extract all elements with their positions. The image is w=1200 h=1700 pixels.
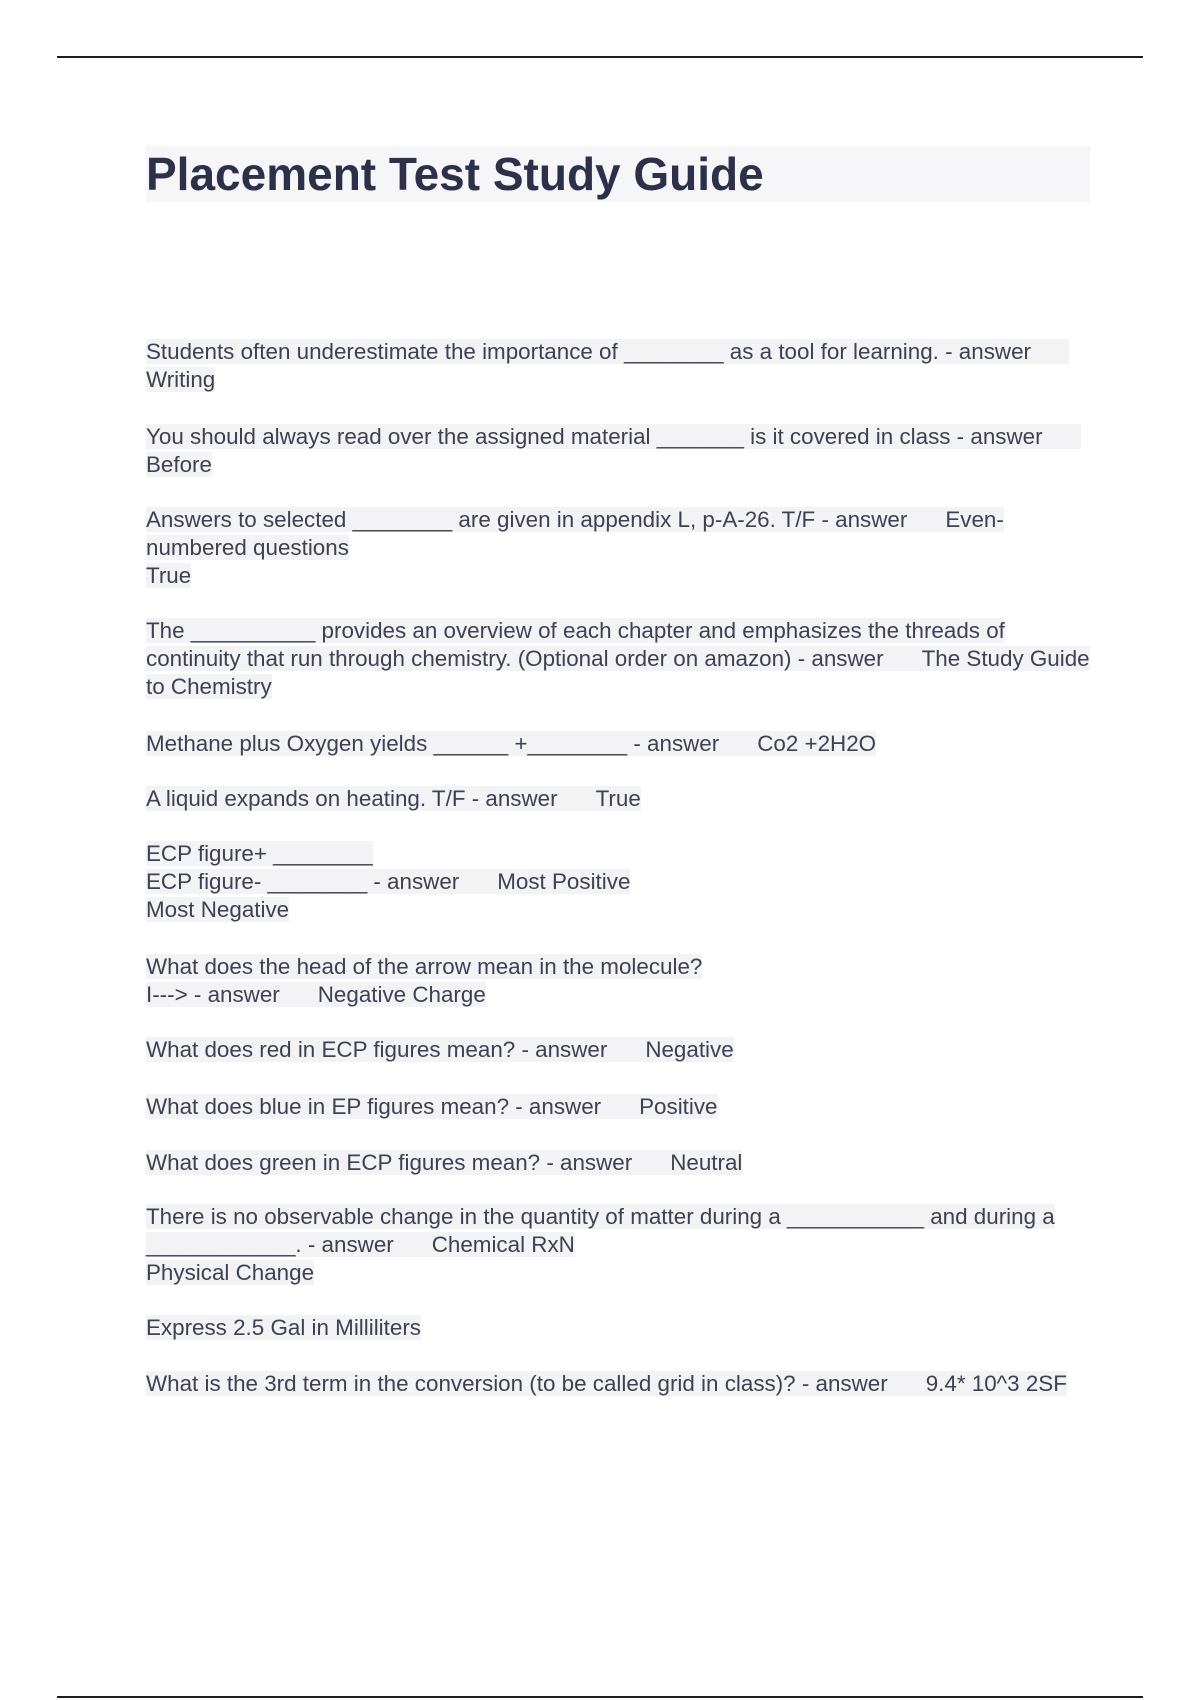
- flashcard-item: [146, 730, 1090, 758]
- flashcard-question: Methane plus Oxygen yields ______ +________ - answer: [146, 731, 720, 756]
- flashcard-answer: Neutral: [670, 1150, 743, 1175]
- flashcard-question: What does blue in EP figures mean? - answer: [146, 1094, 602, 1119]
- flashcard-item: [146, 1149, 1090, 1177]
- flashcard-answer: 9.4* 10^3 2SF: [925, 1371, 1067, 1396]
- page-title: Placement Test Study Guide: [146, 146, 1090, 202]
- flashcard-item: [146, 1203, 1090, 1287]
- flashcard-answer: Chemical RxN Physical Change: [146, 1232, 575, 1285]
- flashcard-item: [146, 953, 1090, 1009]
- flashcard-item: [146, 840, 1090, 924]
- flashcard-item: [146, 1314, 1090, 1398]
- flashcard-question: What does green in ECP figures mean? - answer: [146, 1150, 633, 1175]
- footer-rule: [57, 1696, 1143, 1698]
- flashcard-question: What does the head of the arrow mean in the molecule? I---> - answer: [146, 954, 703, 1007]
- flashcard-answer: Co2 +2H2O: [757, 731, 877, 756]
- flashcard-answer: Before: [146, 452, 212, 477]
- flashcard-answer: Negative: [645, 1037, 734, 1062]
- flashcard-item: [146, 617, 1090, 701]
- flashcard-question: ECP figure+ ________ ECP figure- ________ - answer: [146, 841, 460, 894]
- flashcard-answer: True: [595, 786, 641, 811]
- flashcard-answer: Negative Charge: [317, 982, 486, 1007]
- flashcard-item: [146, 506, 1090, 590]
- flashcard-question: The __________ provides an overview of each chapter and emphasizes the threads of continuity that run through chemistry. (Optional order on amazon) - answer: [146, 618, 1005, 671]
- flashcard-item: [146, 785, 1090, 813]
- flashcard-item: [146, 423, 1090, 479]
- flashcard-answer: Even-numbered questions True: [146, 507, 1004, 588]
- flashcard-question: What does red in ECP figures mean? - answer: [146, 1037, 608, 1062]
- flashcard-question: A liquid expands on heating. T/F - answer: [146, 786, 558, 811]
- flashcard-answer: Most Positive Most Negative: [146, 869, 631, 922]
- flashcard-question: You should always read over the assigned material _______ is it covered in class - answer: [146, 424, 1043, 449]
- flashcard-item: [146, 1036, 1090, 1064]
- flashcard-question: Students often underestimate the importance of ________ as a tool for learning. - answer: [146, 339, 1031, 364]
- flashcard-answer: The Study Guide to Chemistry: [146, 646, 1090, 699]
- flashcard-item: [146, 1093, 1090, 1121]
- flashcard-answer: Writing: [146, 367, 216, 392]
- flashcard-item: [146, 338, 1090, 394]
- flashcard-question: There is no observable change in the quantity of matter during a ___________ and during a ____________. - answer: [146, 1204, 1055, 1257]
- flashcard-answer: Positive: [639, 1094, 718, 1119]
- header-rule: [57, 56, 1143, 58]
- flashcard-question: Answers to selected ________ are given in appendix L, p-A-26. T/F - answer: [146, 507, 908, 532]
- flashcard-question: Express 2.5 Gal in Milliliters What is the 3rd term in the conversion (to be called grid in class)? - answer: [146, 1315, 888, 1396]
